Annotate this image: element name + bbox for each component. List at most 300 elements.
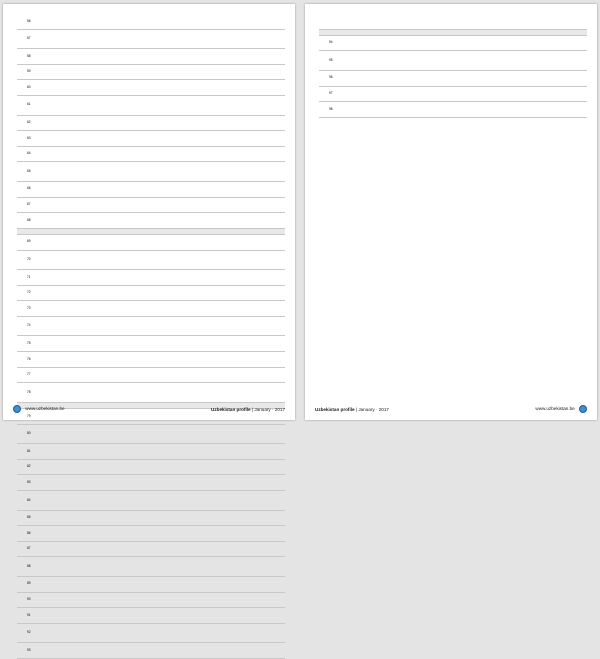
table-cell [419, 35, 451, 51]
table-cell [214, 146, 254, 162]
table-cell [253, 316, 268, 336]
table-cell [149, 643, 194, 659]
row-number: 73 [17, 301, 32, 317]
table-cell [334, 102, 419, 118]
table-cell [253, 181, 268, 197]
row-number: 86 [17, 526, 32, 542]
row-number: 71 [17, 270, 32, 286]
table-cell [194, 146, 214, 162]
table-cell [268, 475, 285, 491]
table-cell [214, 459, 254, 475]
table-row [17, 95, 285, 115]
table-cell [253, 213, 268, 229]
row-number: 94 [319, 35, 334, 51]
row-number: 92 [17, 623, 32, 643]
table-cell [149, 336, 194, 352]
row-number: 79 [17, 409, 32, 425]
left-page [3, 4, 295, 652]
table-cell [253, 608, 268, 624]
table-cell [117, 316, 149, 336]
table-cell [214, 64, 254, 80]
table-cell [194, 29, 214, 49]
table-cell [214, 526, 254, 542]
table-cell [194, 643, 214, 659]
table-cell [32, 14, 117, 29]
table-cell [516, 35, 556, 51]
table-cell [214, 95, 254, 115]
table-cell [149, 444, 194, 460]
table-cell [117, 213, 149, 229]
table-cell [451, 70, 496, 86]
table-cell [253, 301, 268, 317]
table-cell [516, 14, 556, 29]
table-cell [214, 367, 254, 383]
table-cell [32, 526, 117, 542]
table-cell [194, 64, 214, 80]
table-cell [268, 29, 285, 49]
table-cell [268, 592, 285, 608]
table-cell [32, 234, 117, 250]
table-cell [253, 115, 268, 131]
table-row [17, 29, 285, 49]
table-cell [268, 444, 285, 460]
table-cell [32, 285, 117, 301]
row-number: 91 [17, 608, 32, 624]
table-cell [268, 14, 285, 29]
table-cell [268, 576, 285, 592]
table-cell [268, 643, 285, 659]
table-cell [149, 181, 194, 197]
table-cell [194, 181, 214, 197]
table-cell [149, 475, 194, 491]
table-row [17, 576, 285, 592]
table-row [17, 643, 285, 659]
row-number: 60 [17, 80, 32, 96]
table-cell [194, 576, 214, 592]
table-cell [268, 301, 285, 317]
right-table-wrap [319, 14, 587, 118]
table-cell [419, 70, 451, 86]
row-number: 82 [17, 459, 32, 475]
table-cell [149, 234, 194, 250]
table-cell [194, 14, 214, 29]
table-cell [516, 51, 556, 71]
table-cell [149, 608, 194, 624]
table-cell [117, 197, 149, 213]
table-cell [214, 510, 254, 526]
table-cell [117, 29, 149, 49]
row-number: 84 [17, 491, 32, 511]
table-cell [149, 80, 194, 96]
table-row [17, 115, 285, 131]
table-cell [268, 367, 285, 383]
table-cell [149, 250, 194, 270]
table-cell [117, 623, 149, 643]
table-cell [32, 131, 117, 147]
table-cell [253, 526, 268, 542]
table-cell [214, 316, 254, 336]
row-number: 67 [17, 197, 32, 213]
row-number: 63 [17, 131, 32, 147]
footer-profile-date: | January · 2017 [250, 406, 285, 412]
table-cell [253, 592, 268, 608]
table-cell [555, 51, 570, 71]
row-number: 95 [319, 51, 334, 71]
table-cell [214, 181, 254, 197]
table-cell [496, 51, 516, 71]
row-number: 96 [319, 70, 334, 86]
table-cell [149, 510, 194, 526]
row-number: 66 [17, 181, 32, 197]
table-cell [214, 336, 254, 352]
table-cell [268, 250, 285, 270]
logo-icon [579, 405, 587, 413]
table-cell [194, 301, 214, 317]
table-cell [268, 146, 285, 162]
table-row [17, 64, 285, 80]
table-cell [194, 623, 214, 643]
row-number: 90 [17, 592, 32, 608]
table-cell [194, 316, 214, 336]
table-row [17, 444, 285, 460]
table-cell [253, 29, 268, 49]
table-cell [253, 367, 268, 383]
table-cell [149, 459, 194, 475]
table-cell [268, 608, 285, 624]
table-row [17, 301, 285, 317]
table-cell [253, 643, 268, 659]
table-cell [32, 29, 117, 49]
table-cell [149, 623, 194, 643]
table-row [319, 70, 587, 86]
table-cell [32, 316, 117, 336]
table-cell [570, 35, 587, 51]
right-footer [315, 404, 587, 414]
table-cell [117, 64, 149, 80]
table-cell [117, 131, 149, 147]
table-cell [194, 285, 214, 301]
table-cell [214, 491, 254, 511]
table-cell [419, 86, 451, 102]
table-cell [253, 424, 268, 444]
table-cell [149, 213, 194, 229]
row-number: 68 [17, 213, 32, 229]
table-cell [253, 64, 268, 80]
table-cell [149, 64, 194, 80]
row-number: 59 [17, 64, 32, 80]
table-cell [32, 213, 117, 229]
table-cell [194, 424, 214, 444]
table-cell [253, 444, 268, 460]
table-row [319, 102, 587, 118]
table-cell [117, 352, 149, 368]
row-number: 97 [319, 86, 334, 102]
table-cell [194, 270, 214, 286]
table-row [17, 557, 285, 577]
table-cell [516, 86, 556, 102]
table-cell [253, 14, 268, 29]
table-cell [570, 102, 587, 118]
table-cell [117, 14, 149, 29]
table-cell [253, 250, 268, 270]
table-cell [253, 162, 268, 182]
table-cell [496, 35, 516, 51]
table-cell [496, 102, 516, 118]
table-cell [253, 49, 268, 65]
table-cell [419, 102, 451, 118]
table-cell [32, 49, 117, 65]
table-cell [253, 510, 268, 526]
table-cell [253, 383, 268, 403]
row-number: 98 [319, 102, 334, 118]
table-cell [32, 181, 117, 197]
table-cell [194, 383, 214, 403]
table-cell [117, 234, 149, 250]
table-cell [149, 557, 194, 577]
row-number: 56 [17, 14, 32, 29]
table-cell [268, 49, 285, 65]
footer-profile-title: Uzbekistan profile [315, 406, 355, 412]
table-cell [268, 557, 285, 577]
row-number: 57 [17, 29, 32, 49]
table-cell [149, 162, 194, 182]
table-cell [496, 14, 516, 29]
table-cell [214, 424, 254, 444]
table-cell [194, 336, 214, 352]
table-cell [334, 51, 419, 71]
table-cell [516, 70, 556, 86]
table-cell [268, 316, 285, 336]
table-cell [451, 14, 496, 29]
table-row [17, 270, 285, 286]
table-cell [32, 424, 117, 444]
table-cell [117, 367, 149, 383]
table-row [17, 234, 285, 250]
table-cell [496, 70, 516, 86]
table-cell [117, 270, 149, 286]
table-cell [268, 115, 285, 131]
table-cell [117, 459, 149, 475]
table-cell [194, 459, 214, 475]
table-row [319, 35, 587, 51]
table-cell [253, 475, 268, 491]
table-cell [268, 510, 285, 526]
table-cell [32, 475, 117, 491]
table-cell [334, 35, 419, 51]
table-cell [253, 95, 268, 115]
table-row [17, 14, 285, 29]
row-number: 75 [17, 336, 32, 352]
table-cell [555, 70, 570, 86]
row-number: 83 [17, 475, 32, 491]
table-cell [253, 285, 268, 301]
table-row [17, 80, 285, 96]
table-cell [214, 80, 254, 96]
table-cell [570, 14, 587, 29]
table-cell [149, 383, 194, 403]
table-cell [117, 424, 149, 444]
table-cell [149, 285, 194, 301]
table-cell [214, 285, 254, 301]
table-cell [214, 541, 254, 557]
table-cell [214, 576, 254, 592]
table-cell [194, 526, 214, 542]
table-cell [268, 383, 285, 403]
table-cell [253, 131, 268, 147]
table-cell [268, 197, 285, 213]
table-cell [496, 86, 516, 102]
table-cell [149, 541, 194, 557]
table-cell [117, 576, 149, 592]
table-cell [194, 491, 214, 511]
table-row [17, 250, 285, 270]
table-cell [117, 444, 149, 460]
table-cell [268, 234, 285, 250]
left-table-wrap [17, 14, 285, 659]
table-cell [253, 270, 268, 286]
table-cell [268, 491, 285, 511]
table-cell [214, 250, 254, 270]
table-row [17, 352, 285, 368]
table-cell [194, 475, 214, 491]
table-cell [149, 131, 194, 147]
table-row [17, 367, 285, 383]
table-cell [149, 352, 194, 368]
table-cell [268, 162, 285, 182]
table-cell [32, 623, 117, 643]
table-cell [214, 29, 254, 49]
table-cell [117, 557, 149, 577]
footer-profile [211, 407, 285, 412]
right-table [319, 14, 587, 118]
table-row [17, 131, 285, 147]
logo-icon [13, 405, 21, 413]
table-cell [149, 197, 194, 213]
table-cell [253, 491, 268, 511]
table-cell [32, 80, 117, 96]
row-number: 61 [17, 95, 32, 115]
table-cell [149, 29, 194, 49]
table-cell [149, 270, 194, 286]
table-cell [555, 102, 570, 118]
table-cell [32, 643, 117, 659]
footer-website[interactable]: www.uzbekistan.be [25, 406, 65, 412]
table-cell [117, 162, 149, 182]
right-footer-website-group [535, 405, 587, 413]
table-cell [253, 541, 268, 557]
table-cell [149, 592, 194, 608]
table-cell [32, 64, 117, 80]
table-cell [194, 197, 214, 213]
table-cell [214, 115, 254, 131]
table-cell [194, 444, 214, 460]
table-row [17, 424, 285, 444]
row-number: 78 [17, 383, 32, 403]
table-cell [451, 86, 496, 102]
row-number: 77 [17, 367, 32, 383]
row-number: 74 [17, 316, 32, 336]
table-cell [194, 541, 214, 557]
table-cell [32, 459, 117, 475]
table-row [17, 162, 285, 182]
footer-website[interactable]: www.uzbekistan.be [535, 406, 575, 412]
table-cell [117, 541, 149, 557]
table-cell [117, 336, 149, 352]
table-cell [194, 557, 214, 577]
table-cell [32, 146, 117, 162]
table-cell [555, 14, 570, 29]
table-cell [149, 576, 194, 592]
table-cell [253, 623, 268, 643]
table-cell [214, 608, 254, 624]
table-cell [32, 541, 117, 557]
table-cell [419, 51, 451, 71]
table-cell [117, 592, 149, 608]
table-row [319, 86, 587, 102]
table-cell [194, 608, 214, 624]
table-row [17, 49, 285, 65]
table-cell [214, 475, 254, 491]
left-table [17, 14, 285, 659]
table-cell [555, 86, 570, 102]
table-cell [194, 592, 214, 608]
table-cell [268, 95, 285, 115]
table-cell [268, 270, 285, 286]
row-number: 93 [17, 643, 32, 659]
table-cell [451, 35, 496, 51]
table-cell [117, 95, 149, 115]
table-cell [194, 162, 214, 182]
table-cell [334, 70, 419, 86]
table-cell [32, 444, 117, 460]
table-cell [214, 383, 254, 403]
table-row [319, 51, 587, 71]
table-cell [253, 80, 268, 96]
row-number [319, 14, 334, 29]
table-cell [32, 510, 117, 526]
table-row [319, 14, 587, 29]
table-cell [214, 270, 254, 286]
table-cell [149, 14, 194, 29]
table-cell [214, 234, 254, 250]
row-number: 80 [17, 424, 32, 444]
table-cell [268, 213, 285, 229]
table-cell [334, 86, 419, 102]
table-cell [570, 51, 587, 71]
table-cell [32, 557, 117, 577]
table-row [17, 316, 285, 336]
table-cell [214, 131, 254, 147]
table-cell [117, 301, 149, 317]
table-cell [451, 51, 496, 71]
row-number: 69 [17, 234, 32, 250]
table-cell [268, 541, 285, 557]
table-cell [214, 14, 254, 29]
table-cell [194, 49, 214, 65]
table-cell [268, 623, 285, 643]
table-row [17, 383, 285, 403]
table-cell [253, 197, 268, 213]
left-footer [13, 404, 285, 414]
table-cell [194, 510, 214, 526]
table-cell [268, 459, 285, 475]
table-cell [214, 643, 254, 659]
table-row [17, 510, 285, 526]
table-cell [149, 316, 194, 336]
row-number: 88 [17, 557, 32, 577]
table-cell [214, 301, 254, 317]
table-cell [32, 250, 117, 270]
